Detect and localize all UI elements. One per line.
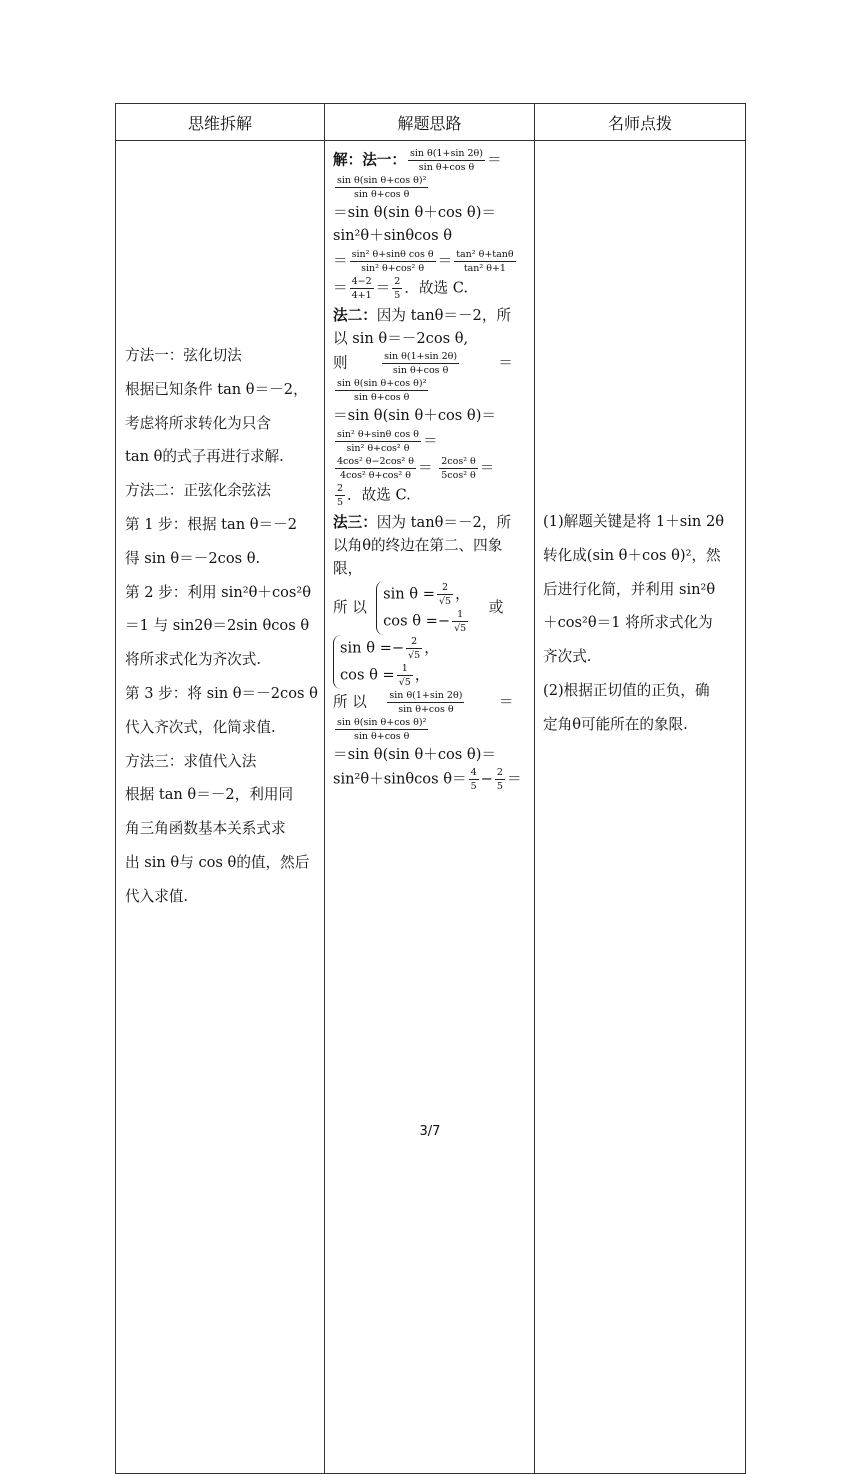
- method2-line3: 则 $\frac{\text{sin θ(1+sin 2θ)}}{\text{sin θ+cos θ}}$ ＝: [333, 351, 513, 377]
- text-line: ＋cos²θ＝1 将所求式化为: [543, 614, 713, 632]
- method1-line3: ＝sin θ(sin θ＋cos θ)＝: [333, 204, 497, 221]
- fraction: $\frac{\text{sin θ(sin θ+cos θ)²}}{\text{sin θ+cos θ}}$: [337, 716, 427, 742]
- text-line: 方法二：正弦化余弦法: [125, 482, 271, 500]
- fraction: $\frac{\text{sin θ(1+sin 2θ)}}{\text{sin θ+cos θ}}$: [384, 351, 458, 377]
- fraction: $\frac{\text{4cos² θ−2cos² θ}}{\text{4cos² θ+cos² θ}}$: [337, 455, 414, 481]
- method3-line6: ＝sin θ(sin θ＋cos θ)＝: [333, 745, 497, 763]
- text-line: 后进行化简，并利用 sin²θ: [543, 580, 716, 598]
- text-line: 第 3 步：将 sin θ＝－2cos θ: [125, 684, 318, 702]
- text-line: 方法三：求值代入法: [125, 752, 257, 770]
- method1-line5: ＝ $\frac{\text{sin² θ+sinθ cos θ}}{\text{sin² θ+cos² θ}}$ ＝ $\frac{\text{tan² θ+tanθ}}{\text{tan² θ+1}}$: [333, 248, 514, 274]
- text-line: (2)根据正切值的正负，确: [543, 681, 710, 699]
- text-line: 考虑将所求转化为只含: [125, 414, 271, 432]
- text-line: 代入齐次式，化简求值.: [125, 718, 276, 736]
- text-line: 出 sin θ与 cos θ的值，然后: [125, 853, 310, 871]
- method1-label: 解：法一：: [333, 151, 406, 169]
- method3-line2: 以角θ的终边在第二、四象: [333, 537, 503, 555]
- fraction: $\frac{\text{sin θ(1+sin 2θ)}}{\text{sin θ+cos θ}}$: [409, 148, 483, 173]
- method2-line1: 法二：因为 tanθ＝－2，所: [333, 306, 512, 324]
- method2-line8: $\frac{2}{5}$ ．故选 C.: [337, 482, 411, 508]
- table-body-row: [116, 141, 746, 1474]
- fraction: $\frac{\text{sin θ(sin θ+cos θ)²}}{\text{sin θ+cos θ}}$: [337, 175, 427, 200]
- fraction: $\frac{2}{5}$: [496, 767, 503, 793]
- header-thinking: 思维拆解: [116, 104, 325, 141]
- fraction: $\frac{\text{sin θ(sin θ+cos θ)²}}{\text{sin θ+cos θ}}$: [337, 378, 427, 404]
- method2-label: 法二：: [333, 306, 377, 324]
- thinking-cell: [116, 141, 325, 1474]
- text-line: 将所求式化为齐次式.: [125, 651, 261, 669]
- method2-line5: ＝sin θ(sin θ＋cos θ)＝: [333, 407, 497, 425]
- text-line: 转化成(sin θ＋cos θ)²，然: [543, 546, 721, 564]
- method2-line7: $\frac{\text{4cos² θ−2cos² θ}}{\text{4cos² θ+cos² θ}}$ ＝ $\frac{\text{2cos² θ}}{\text{5cos² θ}}$ ＝: [337, 455, 495, 481]
- text-line: 角三角函数基本关系式求: [125, 820, 286, 838]
- method3-line4: 所 以 $\frac{\text{sin θ(1+sin 2θ)}}{\text{sin θ+cos θ}}$ ＝: [333, 689, 514, 715]
- method2-line2: 以 sin θ＝－2cos θ,: [333, 330, 469, 348]
- method3-line7: sin²θ＋sinθcos θ＝ $\frac{4}{5}$ − $\frac{2}{5}$ ＝: [333, 767, 522, 793]
- text-line: 第 1 步：根据 tan θ＝－2: [125, 515, 298, 533]
- method1-line4: sin²θ＋sinθcos θ: [333, 227, 453, 245]
- fraction: $\frac{\text{tan² θ+tanθ}}{\text{tan² θ+1}}$: [456, 248, 514, 274]
- method3-system2: [333, 635, 528, 689]
- approach-cell: [325, 141, 535, 1474]
- method1-line2: [333, 174, 528, 201]
- text-line: 第 2 步：利用 sin²θ＋cos²θ: [125, 583, 312, 601]
- page-number: 3/7: [419, 1124, 441, 1139]
- method1-line6: ＝ $\frac{4-2}{4+1}$ ＝ $\frac{2}{5}$ ．故选 C.: [333, 275, 469, 301]
- equation-system: sin θ =− $\frac{2}{√5}$ ， cos θ = $\frac{1}{√5}$ ，: [333, 635, 439, 689]
- text-line: 根据已知条件 tan θ＝－2，: [125, 380, 308, 398]
- equation-system: sin θ = $\frac{2}{√5}$ ， cos θ =− $\frac{1}{√5}$: [376, 581, 470, 635]
- method1-line1: 解：法一： $\frac{\text{sin θ(1+sin 2θ)}}{\text{sin θ+cos θ}}$ ＝: [333, 148, 502, 173]
- header-tips: 名师点拨: [535, 104, 746, 141]
- solution-table: [115, 103, 746, 1474]
- method3-line3: 限，: [333, 560, 363, 578]
- text-line: 根据 tan θ＝－2，利用同: [125, 786, 294, 804]
- text-line: 代入求值.: [125, 887, 189, 905]
- fraction: $\frac{2}{5}$: [337, 482, 344, 508]
- fraction: $\frac{\text{2cos² θ}}{\text{5cos² θ}}$: [441, 455, 476, 481]
- text-line: 得 sin θ＝－2cos θ.: [125, 549, 261, 567]
- fraction: $\frac{\text{sin² θ+sinθ cos θ}}{\text{sin² θ+cos² θ}}$: [337, 428, 419, 454]
- table-header-row: [116, 104, 746, 141]
- fraction: $\frac{\text{sin² θ+sinθ cos θ}}{\text{sin² θ+cos² θ}}$: [351, 248, 434, 274]
- method3-line1: 法三：因为 tanθ＝－2，所: [333, 513, 512, 531]
- header-approach: 解题思路: [325, 104, 535, 141]
- method3-system1: 所 以 sin θ = $\frac{2}{√5}$ ， cos θ =− $\frac{1}{√5}$ 或: [333, 581, 504, 634]
- fraction: $\frac{4-2}{4+1}$: [351, 275, 372, 301]
- text-line: 定角θ可能所在的象限.: [543, 715, 688, 733]
- method2-line4: [333, 377, 528, 404]
- text-line: 齐次式.: [543, 648, 592, 666]
- tips-cell: [535, 141, 746, 1474]
- text-line: tan θ的式子再进行求解.: [125, 448, 284, 466]
- fraction: $\frac{4}{5}$: [470, 767, 477, 793]
- method3-line5: [333, 716, 528, 743]
- fraction: $\frac{\text{sin θ(1+sin 2θ)}}{\text{sin θ+cos θ}}$: [389, 689, 463, 715]
- fraction: $\frac{2}{5}$: [394, 275, 401, 301]
- text-line: 方法一：弦化切法: [125, 347, 242, 364]
- text-line: (1)解题关键是将 1＋sin 2θ: [543, 513, 725, 530]
- method2-line6: $\frac{\text{sin² θ+sinθ cos θ}}{\text{sin² θ+cos² θ}}$ ＝: [337, 428, 438, 454]
- method3-label: 法三：: [333, 513, 377, 531]
- text-line: ＝1 与 sin2θ＝2sin θcos θ: [125, 617, 310, 635]
